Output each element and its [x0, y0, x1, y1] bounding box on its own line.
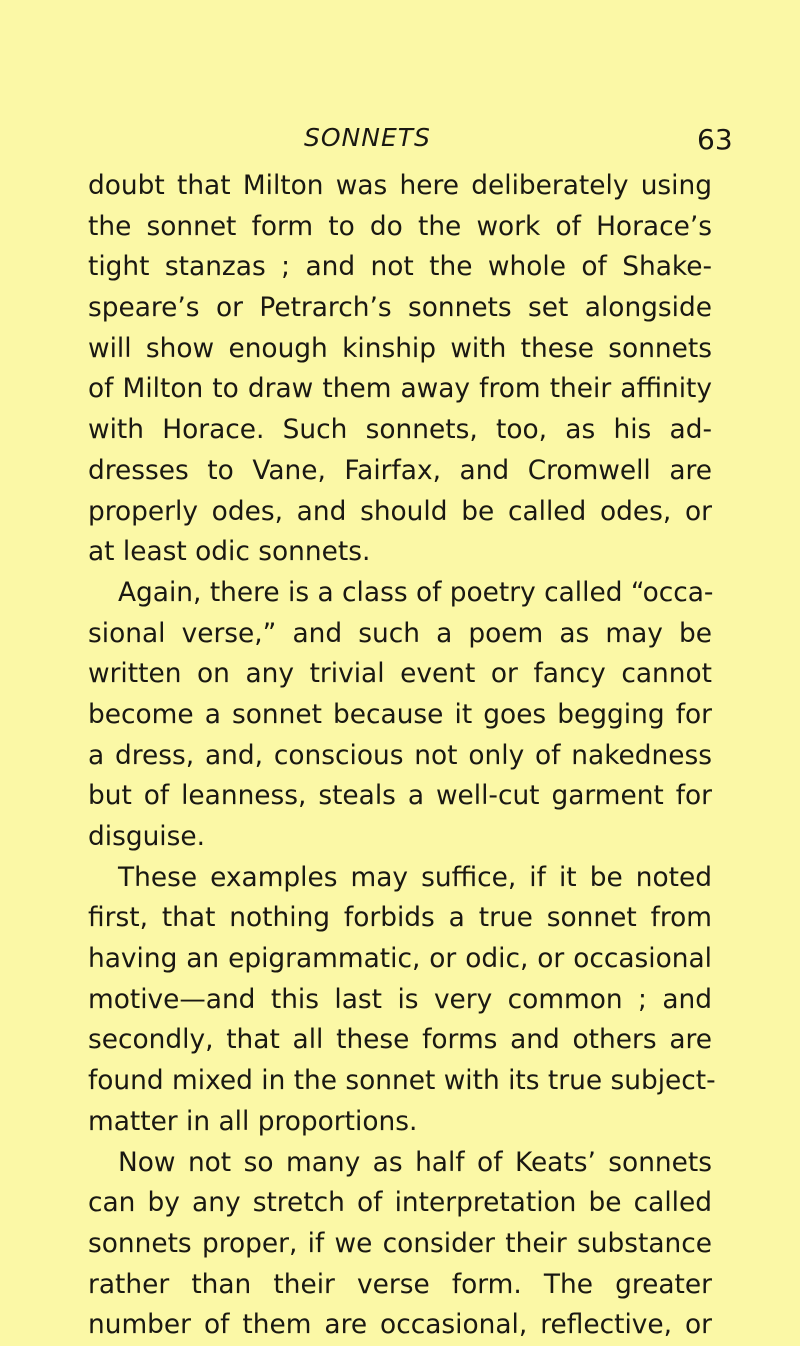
text-line: properly odes, and should be called odes, or: [88, 495, 712, 527]
text-line: a dress, and, conscious not only of nakedness: [88, 739, 712, 771]
text-line: of Milton to draw them away from their affinity: [88, 373, 712, 405]
text-line: become a sonnet because it goes begging for: [88, 698, 712, 730]
text-line: matter in all proportions.: [88, 1105, 418, 1137]
text-line: the sonnet form to do the work of Horace’s: [88, 210, 712, 242]
text-line: can by any stretch of interpretation be called: [88, 1187, 712, 1219]
text-line: doubt that Milton was here deliberately using: [88, 170, 712, 201]
text-line: will show enough kinship with these sonnets: [88, 332, 712, 364]
text-line: These examples may suffice, if it be noted: [118, 861, 712, 893]
text-line: sonnets proper, if we consider their substance: [88, 1227, 712, 1259]
text-line: at least odic sonnets.: [88, 536, 371, 568]
text-line: number of them are occasional, reflective, or: [88, 1309, 712, 1341]
text-line: having an epigrammatic, or odic, or occasional: [88, 943, 712, 975]
text-line: tight stanzas ; and not the whole of Shake-: [88, 251, 712, 283]
text-line: Again, there is a class of poetry called “occa-: [118, 576, 714, 608]
text-line: rather than their verse form. The greater: [88, 1268, 712, 1300]
text-line: speare’s or Petrarch’s sonnets set alongside: [88, 292, 712, 324]
page-number: 63: [697, 123, 733, 156]
text-line: first, that nothing forbids a true sonnet from: [88, 902, 712, 934]
text-line: with Horace. Such sonnets, too, as his ad-: [88, 414, 712, 446]
text-line: secondly, that all these forms and others are: [88, 1024, 712, 1056]
text-line: Now not so many as half of Keats’ sonnets: [118, 1146, 712, 1178]
text-line: sional verse,” and such a poem as may be: [88, 617, 712, 649]
text-line: disguise.: [88, 821, 206, 852]
text-line: found mixed in the sonnet with its true subject-: [88, 1065, 716, 1097]
running-head: SONNETS: [304, 123, 431, 152]
body-text: [88, 166, 716, 1346]
text-line: written on any trivial event or fancy cannot: [88, 658, 712, 690]
text-line: but of leanness, steals a well-cut garment for: [88, 780, 712, 812]
page-header: [0, 118, 800, 158]
text-line: dresses to Vane, Fairfax, and Cromwell are: [88, 454, 712, 486]
text-line: motive—and this last is very common ; and: [88, 983, 712, 1015]
